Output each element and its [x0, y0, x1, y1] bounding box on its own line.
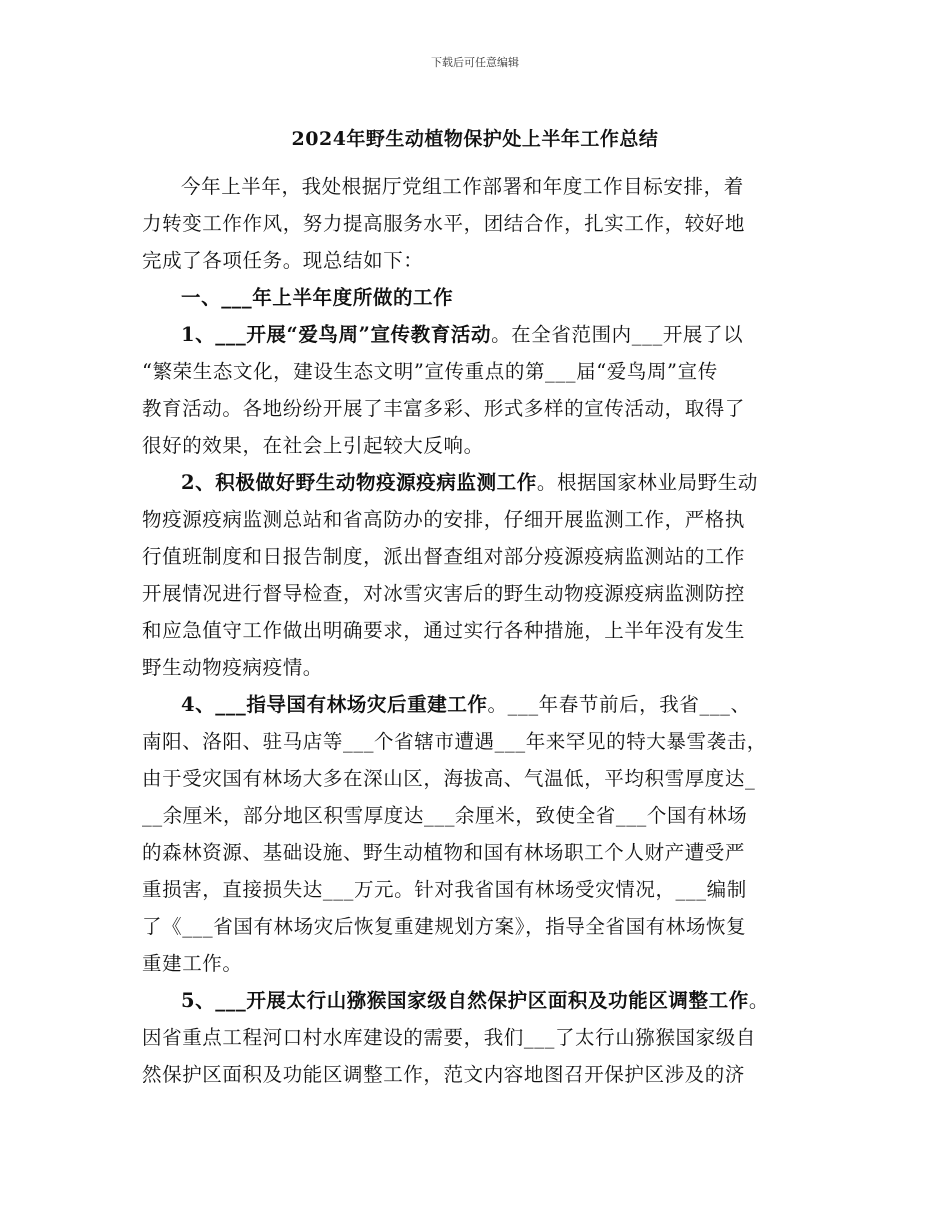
item-5-line: 然保护区面积及功能区调整工作，范文内容地图召开保护区涉及的济	[142, 1063, 746, 1086]
intro-paragraph	[142, 168, 810, 279]
item-4-line: 重损害，直接损失达___万元。针对我省国有林场受灾情况，___编制	[142, 878, 747, 901]
item-2-heading: 2、积极做好野生动物疫源疫病监测工作	[181, 471, 537, 494]
document-body	[142, 168, 810, 1093]
item-1-heading: 1、___开展“爱鸟周”宣传教育活动	[181, 323, 492, 346]
item-2-line: 行值班制度和日报告制度，派出督查组对部分疫源疫病监测站的工作	[142, 545, 746, 568]
item-4-line: __余厘米，部分地区积雪厚度达___余厘米，致使全省___个国有林场	[142, 804, 748, 827]
item-1-text: 。在全省范围内___开展了以	[491, 323, 744, 346]
item-2-text: 。根据国家林业局野生动	[536, 471, 758, 494]
item-2-line: 开展情况进行督导检查，对冰雪灾害后的野生动物疫源疫病监测防控	[142, 582, 746, 605]
section-heading: 一、___年上半年度所做的工作	[181, 286, 454, 309]
item-4-line: 由于受灾国有林场大多在深山区，海拔高、气温低，平均积雪厚度达_	[142, 767, 756, 790]
item-1-line: “繁荣生态文化，建设生态文明”宣传重点的第___届“爱鸟周”宣传	[142, 360, 718, 383]
item-4-line: 的森林资源、基础设施、野生动植物和国有林场职工个人财产遭受严	[142, 841, 746, 864]
item-4-heading: 4、___指导国有林场灾后重建工作	[181, 693, 488, 716]
intro-line: 完成了各项任务。现总结如下：	[142, 249, 424, 272]
item-5-heading: 5、___开展太行山猕猴国家级自然保护区面积及功能区调整工作	[181, 989, 749, 1012]
page-title: 2024年野生动植物保护处上半年工作总结	[291, 128, 659, 150]
item-2-line: 野生动物疫病疫情。	[142, 656, 323, 679]
item-1-line: 教育活动。各地纷纷开展了丰富多彩、形式多样的宣传活动，取得了	[142, 397, 746, 420]
item-4-line: 南阳、洛阳、驻马店等___个省辖市遭遇___年来罕见的特大暴雪袭击，	[142, 730, 767, 753]
item-2-line: 和应急值守工作做出明确要求，通过实行各种措施，上半年没有发生	[142, 619, 746, 642]
item-1-paragraph	[142, 316, 810, 464]
item-4-paragraph	[142, 686, 810, 982]
item-4-text: 。___年春节前后，我省___、	[487, 693, 751, 716]
item-2-line: 物疫源疫病监测总站和省高防办的安排，仔细开展监测工作，严格执	[142, 508, 746, 531]
item-2-paragraph	[142, 464, 810, 686]
header-note: 下载后可任意编辑	[431, 56, 519, 69]
item-5-line: 因省重点工程河口村水库建设的需要，我们___了太行山猕猴国家级自	[142, 1026, 756, 1049]
item-1-line: 很好的效果，在社会上引起较大反响。	[142, 434, 484, 457]
item-4-line: 了《___省国有林场灾后恢复重建规划方案》，指导全省国有林场恢复	[142, 915, 747, 938]
intro-line: 今年上半年，我处根据厅党组工作部署和年度工作目标安排，着	[181, 175, 744, 198]
intro-line: 力转变工作作风，努力提高服务水平，团结合作，扎实工作，较好地	[142, 212, 746, 235]
item-4-line: 重建工作。	[142, 952, 243, 975]
item-5-text: 。	[748, 989, 769, 1012]
item-5-paragraph	[142, 982, 810, 1093]
